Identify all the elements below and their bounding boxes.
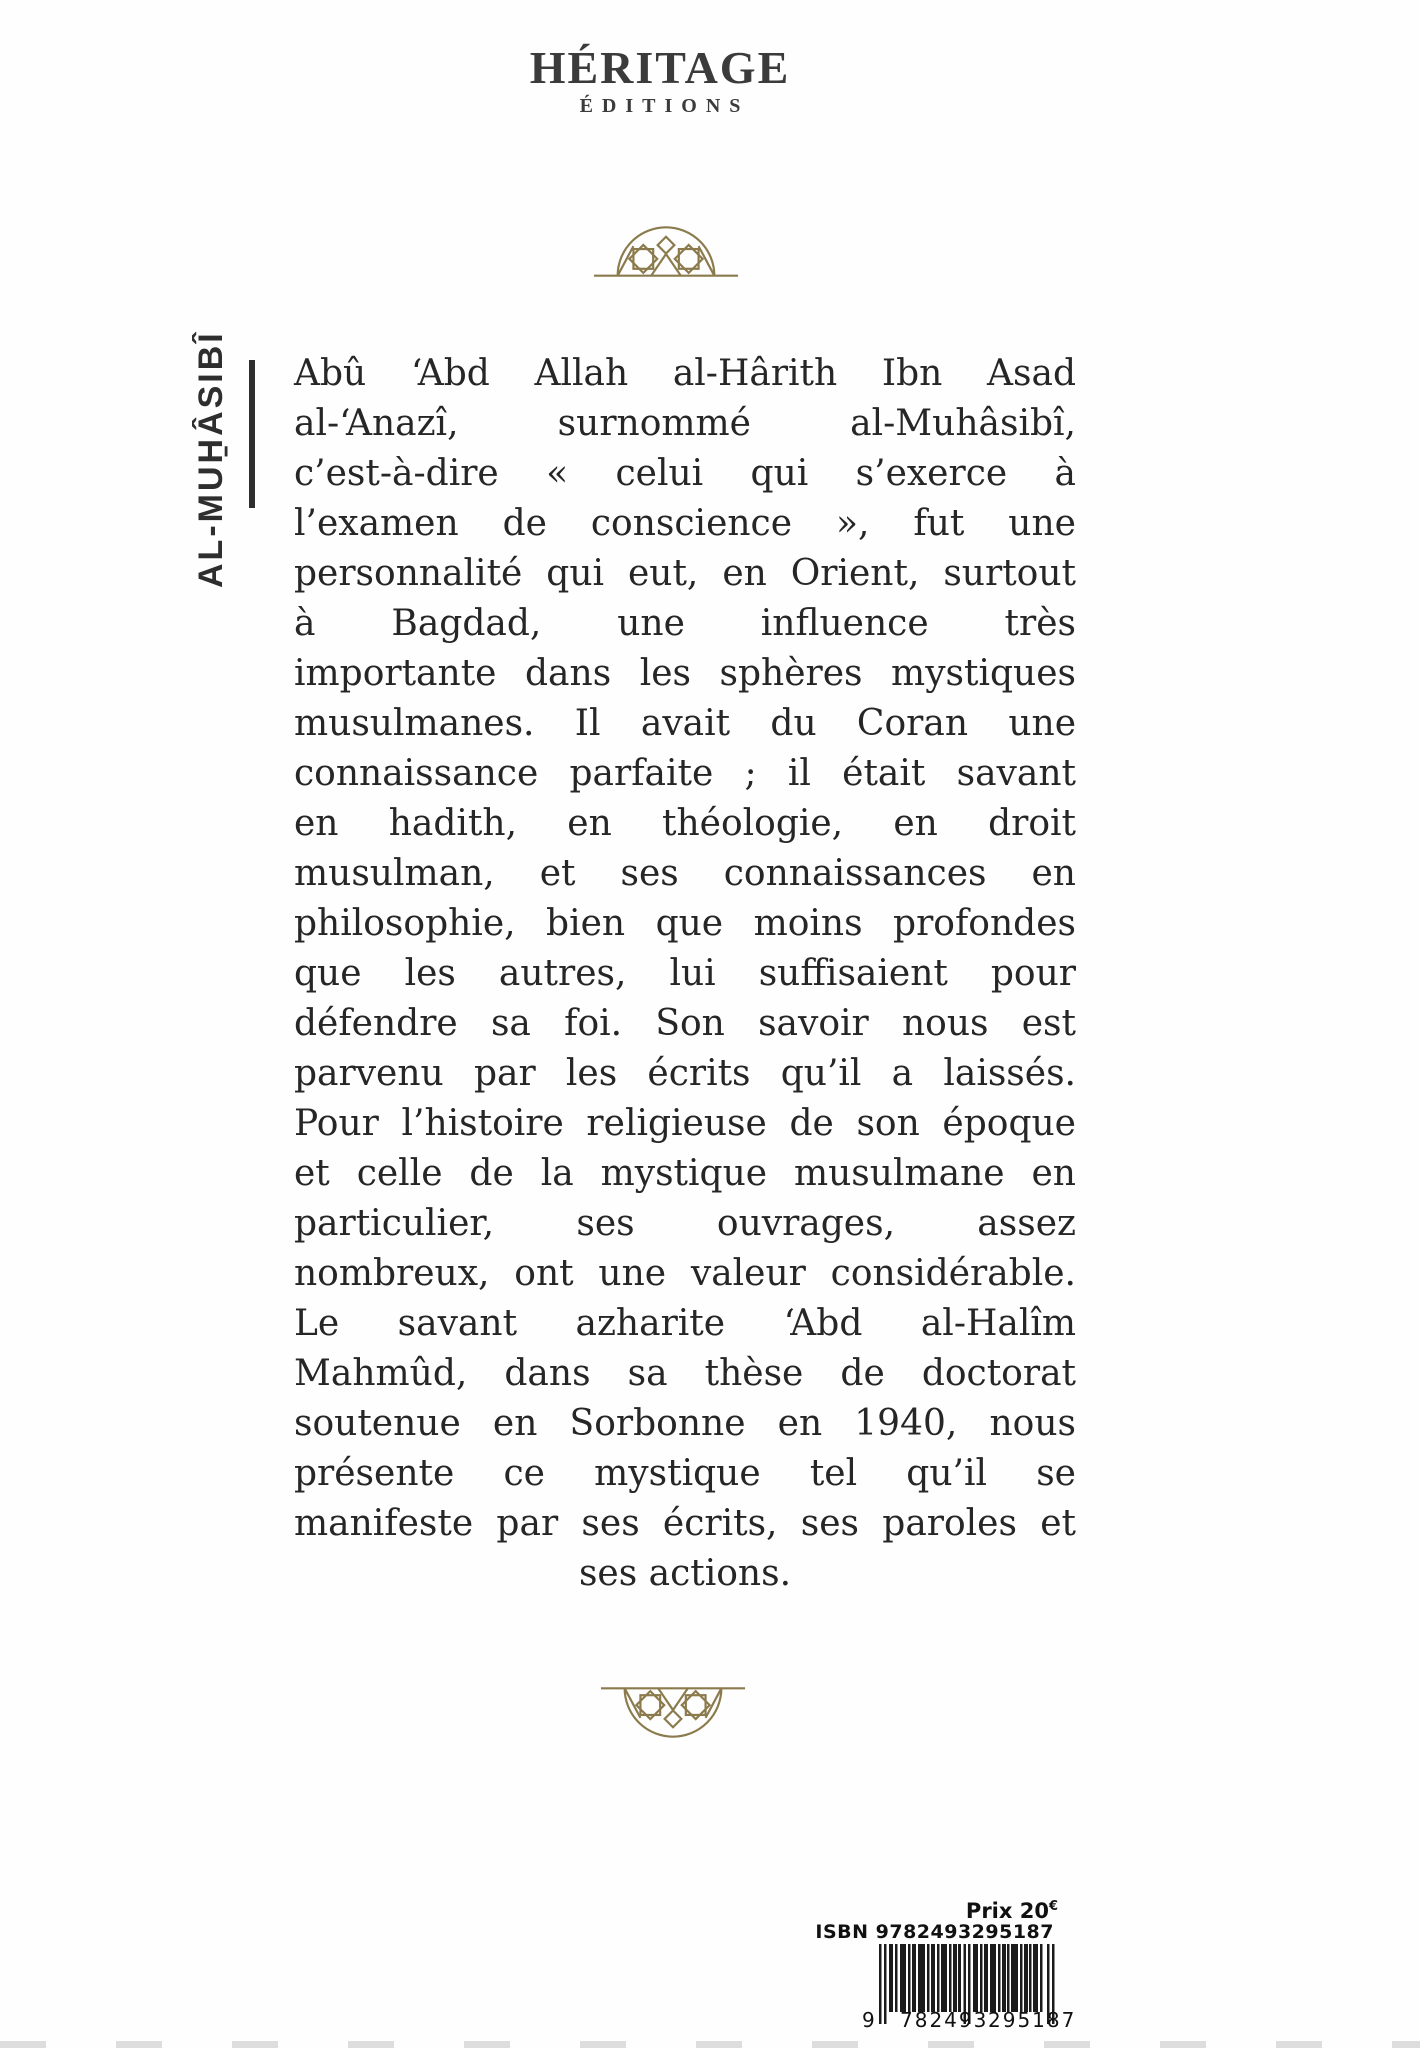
text-line: musulman, et ses connaissances en [294,853,1076,894]
text-line: Le savant azharite ‘Abd al-Halîm [294,1303,1076,1344]
text-line: à Bagdad, une influence très [294,603,1076,644]
text-line: que les autres, lui suffisaient pour [294,953,1076,994]
text-line: connaissance parfaite ; il était savant [294,753,1076,794]
text-line: nombreux, ont une valeur considérable. [294,1253,1076,1294]
paragraph-last-line: ses actions. [578,1553,792,1594]
publisher-logo [528,44,792,118]
text-line: l’examen de conscience », fut une [294,503,1076,544]
text-line: Mahmûd, dans sa thèse de doctorat [294,1353,1076,1394]
text-line: c’est-à-dire « celui qui s’exerce à [294,453,1076,494]
text-line: al-‘Anazî, surnommé al-Muhâsibî, [294,403,1076,444]
dome-ornament-bottom-icon [599,1684,747,1738]
text-line: personnalité qui eut, en Orient, surtout [294,553,1076,594]
price-currency: € [1048,1899,1058,1914]
text-line: défendre sa foi. Son savoir nous est [294,1003,1076,1044]
text-line: importante dans les sphères mystiques [294,653,1076,694]
back-cover-paragraph [294,349,1076,1549]
spine-rule [249,360,255,508]
text-line: présente ce mystique tel qu’il se [294,1453,1076,1494]
price-amount: Prix 20 [965,1899,1049,1923]
text-line: particulier, ses ouvrages, assez [294,1203,1076,1244]
text-line: Abû ‘Abd Allah al-Hârith Ibn Asad [294,353,1076,394]
dome-ornament-top-icon [592,226,740,280]
barcode-digits-left: 782493 [900,2008,989,2032]
spine-title: AL-MUH̱ÂSIBÎ [192,330,230,588]
isbn-label: ISBN 9782493295187 [815,1921,1054,1943]
text-line: soutenue en Sorbonne en 1940, nous [294,1403,1076,1444]
price-label [966,1899,1058,1923]
barcode-digits-right: 295187 [988,2008,1077,2032]
text-line: philosophie, bien que moins profondes [294,903,1076,944]
text-line: en hadith, en théologie, en droit [294,803,1076,844]
publisher-subtitle: ÉDITIONS [579,95,750,118]
text-line: parvenu par les écrits qu’il a laissés. [294,1053,1076,1094]
ean-barcode [862,1944,1077,2032]
barcode-digit-lead: 9 [862,2008,877,2032]
page-edge-smudges [0,2041,1420,2048]
text-line: Pour l’histoire religieuse de son époque [294,1103,1076,1144]
text-line: manifeste par ses écrits, ses paroles et [294,1503,1076,1544]
text-line: et celle de la mystique musulmane en [294,1153,1076,1194]
text-line: musulmanes. Il avait du Coran une [294,703,1076,744]
publisher-name: HÉRITAGE [529,42,791,93]
